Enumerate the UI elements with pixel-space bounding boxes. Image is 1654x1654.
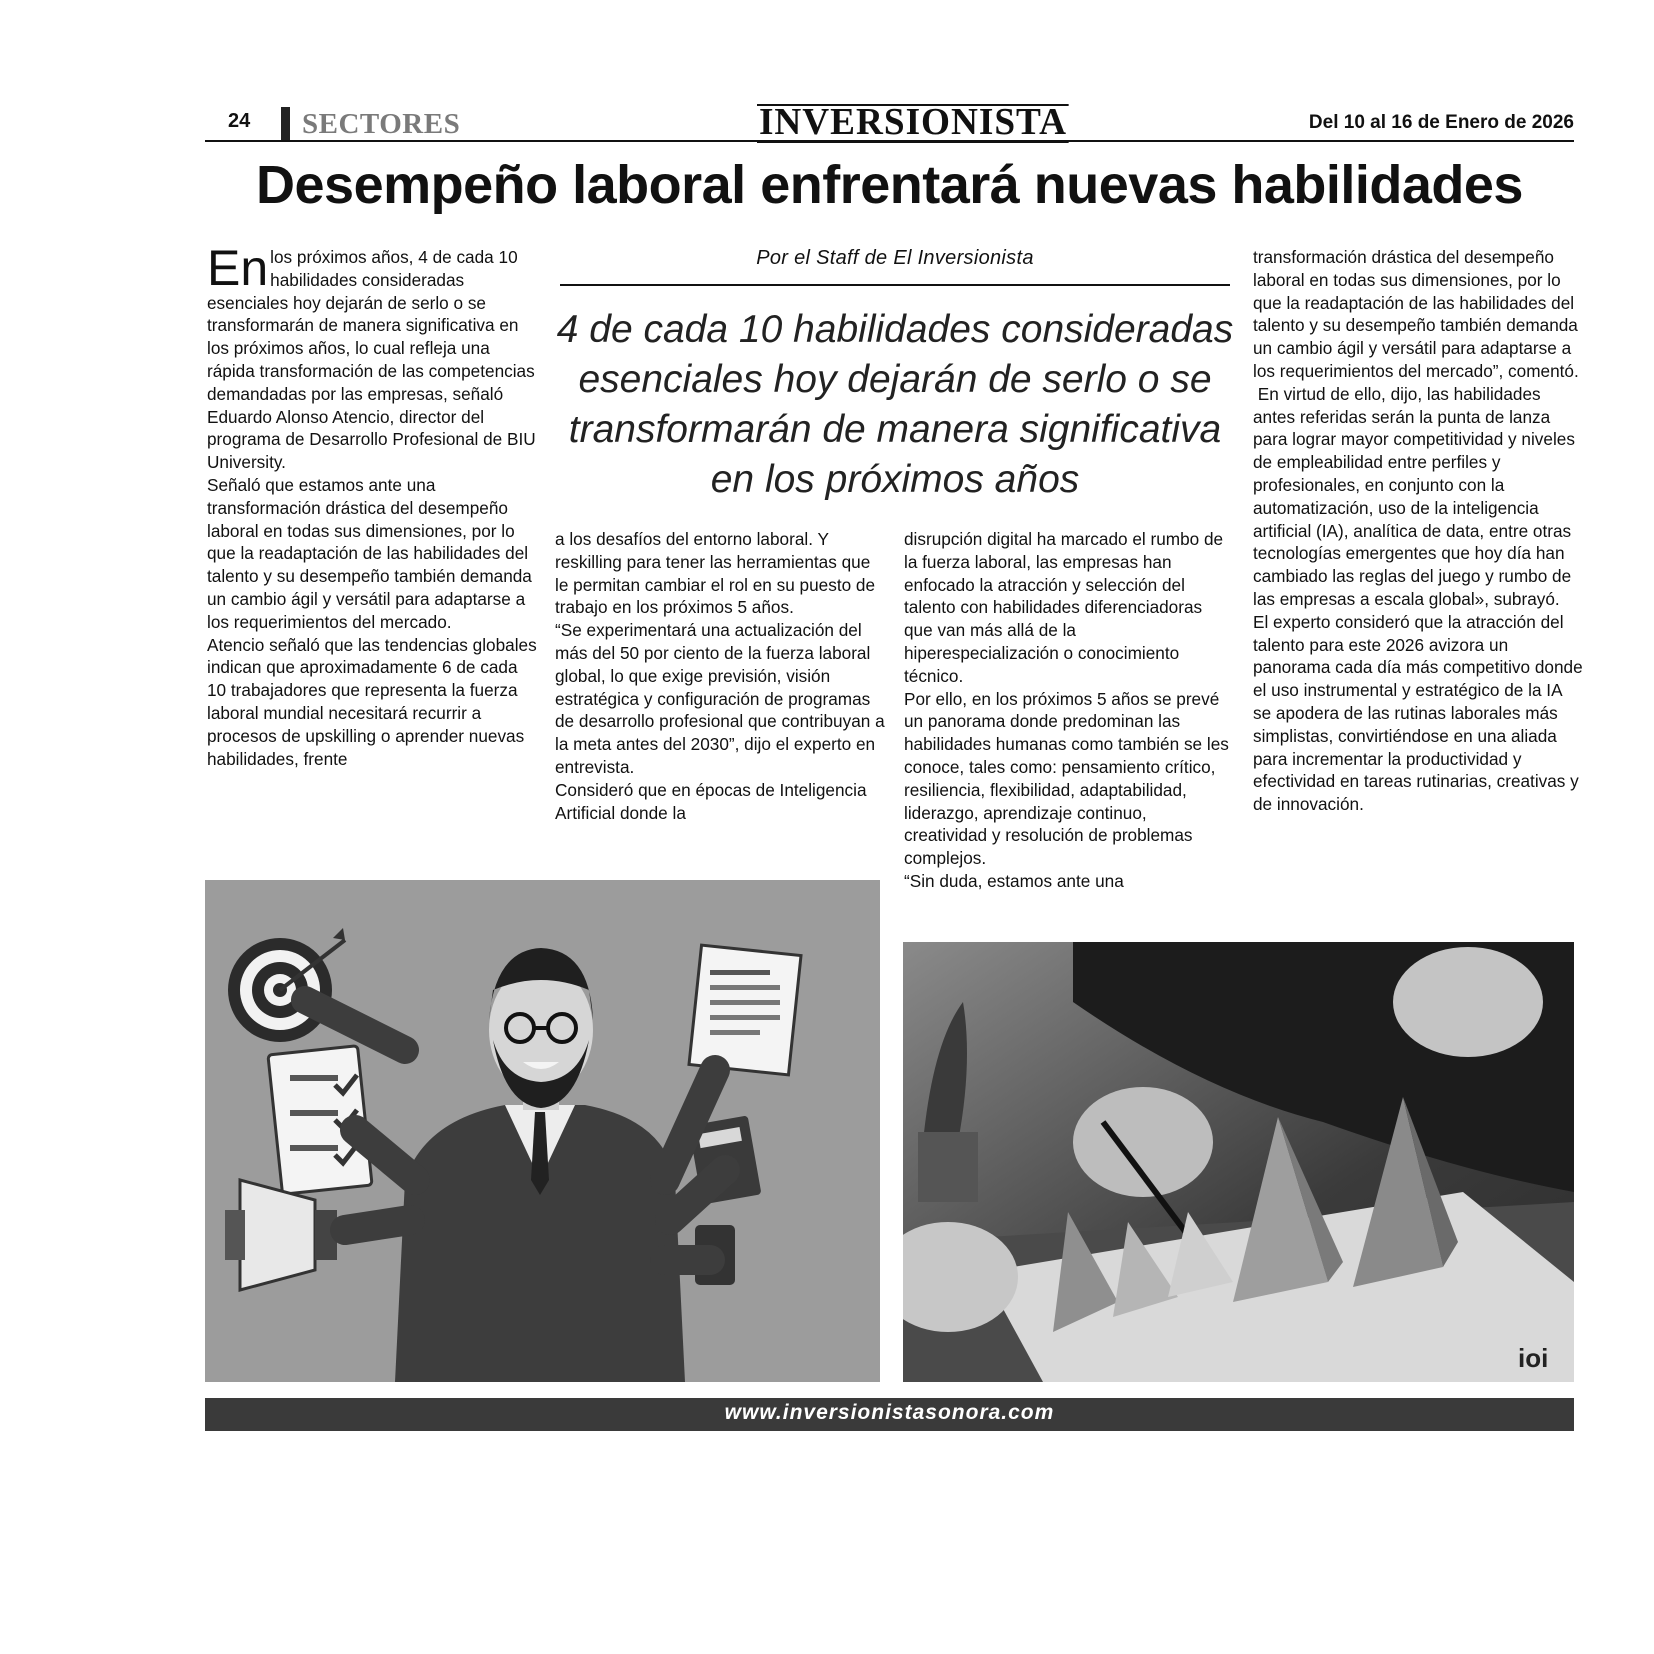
section-label: SECTORES	[302, 108, 461, 140]
dropcap: En	[207, 240, 269, 296]
image-watermark: ioi	[1518, 1343, 1549, 1373]
article-column-3	[904, 528, 1234, 893]
paragraph: transformación drástica del desempeño laboral en todas sus dimensiones, por lo que la readaptación de las habilidades del talento y su desempeño también demanda un cambio ágil y versátil para adaptarse a los requerimientos del mercado”, comentó.	[1253, 247, 1579, 381]
chart-pyramids-photo	[903, 942, 1574, 1382]
article-column-4	[1253, 246, 1583, 816]
issue-date: Del 10 al 16 de Enero de 2026	[1308, 112, 1574, 133]
paragraph: Por ello, en los próximos 5 años se prevé un panorama donde predominan las habilidades humanas como también se les conoce, tales como: pensamiento crítico, resiliencia, flexibilidad, adaptabilidad, liderazgo, aprendizaje continuo, creatividad y resolución de problemas complejos.	[904, 688, 1229, 869]
document-icon	[689, 945, 801, 1075]
lead-text: los próximos años, 4 de cada 10 habilidades consideradas esenciales hoy dejarán de serlo o se transformarán de manera significativa en los próximos años, lo cual refleja una rápida transformación de las competencias demandadas por las empresas, señaló Eduardo Alonso Atencio, director del programa de Desarrollo Profesional de BIU University.	[207, 247, 536, 473]
byline: Por el Staff de El Inversionista	[756, 247, 1034, 269]
paragraph: Consideró que en épocas de Inteligencia Artificial donde la	[555, 779, 867, 823]
chart-photo-svg	[903, 942, 1574, 1382]
byline-rule	[560, 284, 1230, 286]
page-number: 24	[228, 110, 251, 132]
paragraph: disrupción digital ha marcado el rumbo de la fuerza laboral, las empresas han enfocado la atracción y selección del talento con habilidades diferenciadoras que van más allá de la hiperespecialización o conocimiento técnico.	[904, 529, 1224, 686]
header-rule	[205, 140, 1574, 142]
paragraph: a los desafíos del entorno laboral. Y reskilling para tener las herramientas que le permitan cambiar el rol en su puesto de trabajo en los próximos 5 años.	[555, 529, 876, 618]
masthead-logo: INVERSIONISTA	[758, 104, 1067, 143]
paragraph: El experto consideró que la atracción del talento para este 2026 avizora un panorama cada día más competitivo donde el uso instrumental y estratégico de la IA se apodera de las rutinas laborales más simplistas, convirtiéndose en una aliada para incrementar la productividad y efectividad en tareas rutinarias, creativas y de innovación.	[1253, 611, 1583, 815]
businessman-illustration-svg	[205, 880, 880, 1382]
lead-paragraph	[207, 240, 537, 474]
headline: Desempeño laboral enfrentará nuevas habilidades	[256, 155, 1523, 215]
article-column-2	[555, 528, 885, 824]
paragraph: Atencio señaló que las tendencias globales indican que aproximadamente 6 de cada 10 trabajadores que representa la fuerza laboral mundial necesitará recurrir a procesos de upskilling o aprender nuevas habilidades, frente	[207, 634, 537, 769]
section-marker-bar	[281, 107, 290, 141]
footer-url[interactable]: www.inversionistasonora.com	[724, 1401, 1055, 1424]
paragraph: Señaló que estamos ante una transformación drástica del desempeño laboral en todas sus dimensiones, por lo que la readaptación de las habilidades del talento y su desempeño también demanda un cambio ágil y versátil para adaptarse a los requerimientos del mercado.	[207, 474, 532, 632]
multitasking-businessman-illustration	[205, 880, 880, 1382]
paragraph: En virtud de ello, dijo, las habilidades antes referidas serán la punta de lanza para lograr mayor competitividad y niveles de empleabilidad entre perfiles y profesionales, en conjunto con la automatización, uso de la inteligencia artificial (IA), analítica de data, entre otras tecnologías emergentes que hoy día han cambiado las reglas del juego y rumbo de las empresas a escala global», subrayó.	[1253, 383, 1580, 609]
pull-quote: 4 de cada 10 habilidades consideradas esenciales hoy dejarán de serlo o se transformarán de manera significativa en los próximos años	[556, 308, 1234, 501]
paragraph: “Se experimentará una actualización del más del 50 por ciento de la fuerza laboral global, lo que exige previsión, visión estratégica y configuración de programas de desarrollo profesional que contribuyan a la meta antes del 2030”, dijo el experto en entrevista.	[555, 620, 885, 777]
paragraph: “Sin duda, estamos ante una	[904, 870, 1124, 891]
article-column-1	[207, 240, 537, 770]
